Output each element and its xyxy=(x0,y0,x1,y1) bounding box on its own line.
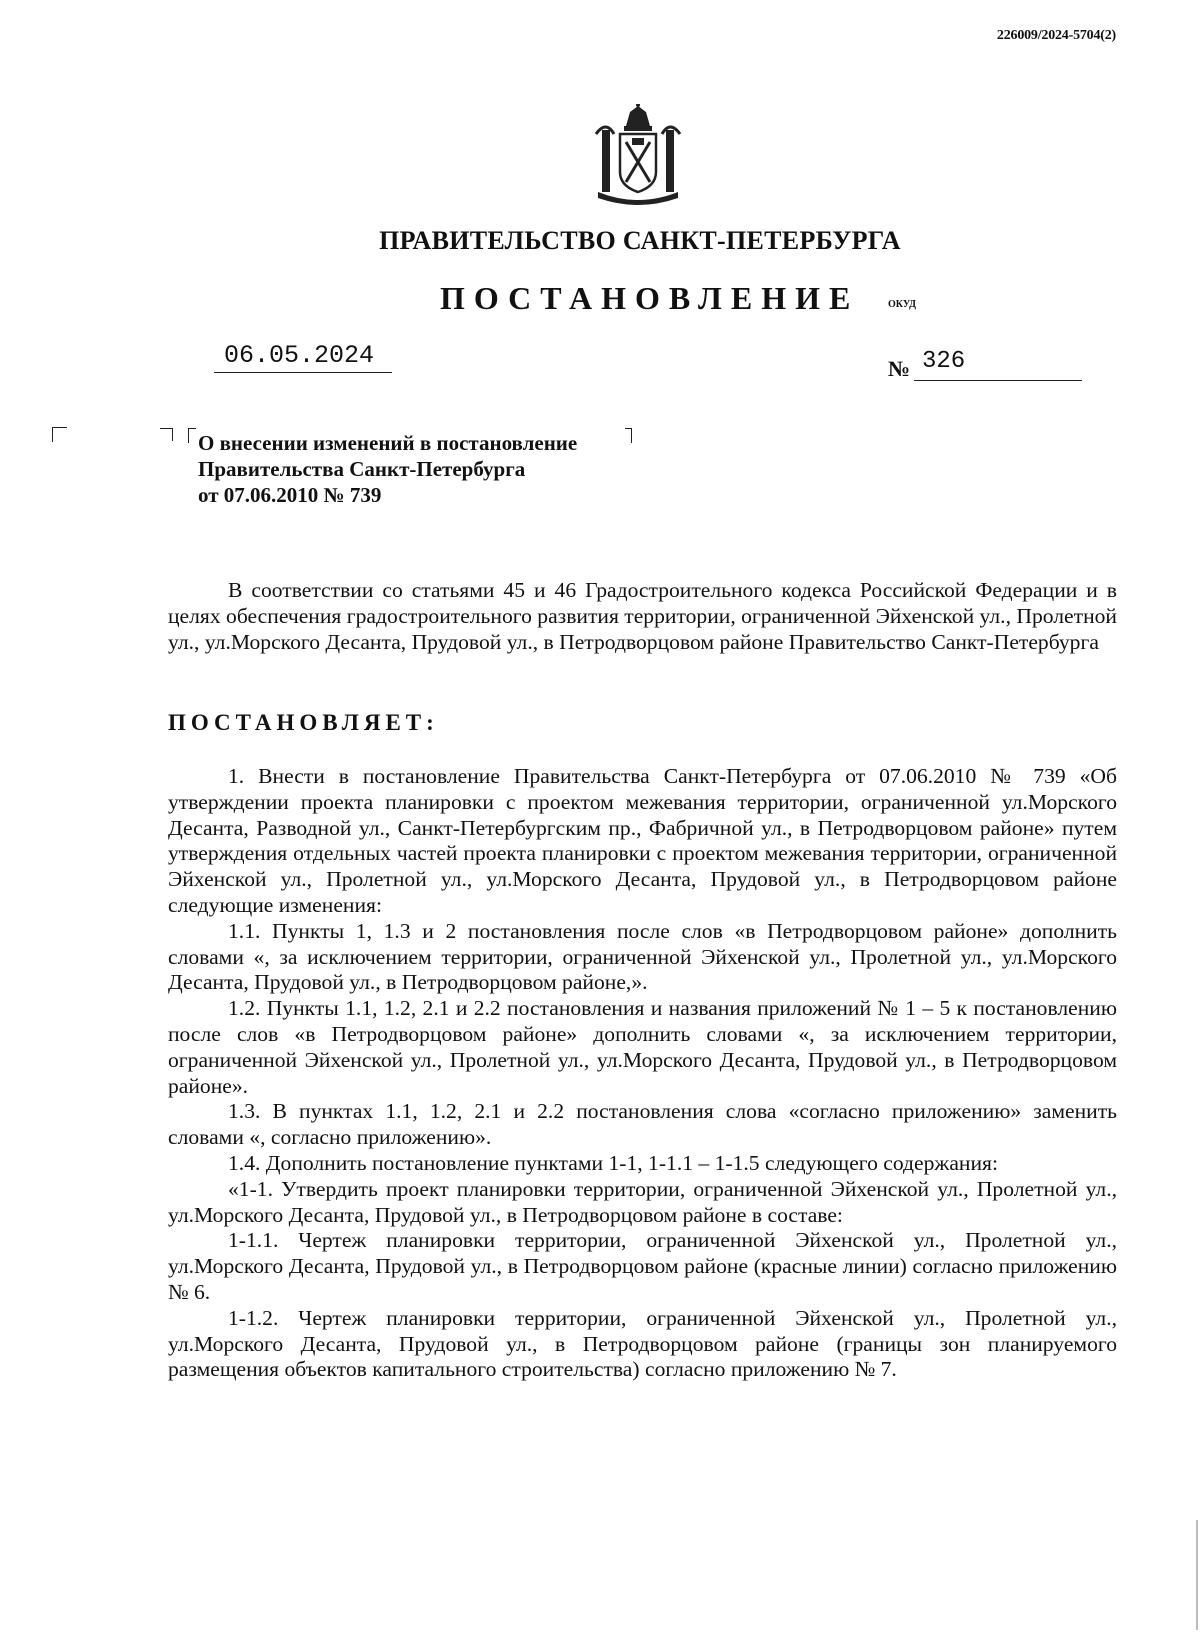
issuing-authority: ПРАВИТЕЛЬСТВО САНКТ-ПЕТЕРБУРГА xyxy=(379,226,901,255)
item-paragraph: 1.1. Пункты 1, 1.3 и 2 постановления после слов «в Петродворцовом районе» дополнить словами «, за исключением территории, ограниченной Эйхенской ул., Пролетной ул., ул.Морского Десанта, Прудовой ул., в Петродворцовом районе,». xyxy=(168,918,1117,995)
item-paragraph: 1-1.1. Чертеж планировки территории, ограниченной Эйхенской ул., Пролетной ул., ул.Морского Десанта, Прудовой ул., в Петродворцовом районе (красные линии) согласно приложению № 6. xyxy=(168,1228,1117,1304)
item-paragraph: 1.2. Пункты 1.1, 1.2, 2.1 и 2.2 постановления и названия приложений № 1 – 5 к постановлению после слов «в Петродворцовом районе» дополнить словами «, за исключением территории, ограниченной Эйхенской ул., Пролетной ул., ул.Морского Десанта, Прудовой ул., в Петродворцовом районе». xyxy=(168,996,1117,1098)
item-paragraph: 1. Внести в постановление Правительства Санкт-Петербурга от 07.06.2010 № 739 «Об утверждении проекта планировки с проектом межевания территории, ограниченной ул.Морского Десанта, Разводной ул., Санкт-Петербургским пр., Фабричной ул., в Петродворцовом районе» путем утверждения отдельных частей проекта планировки с проектом межевания территории, ограниченной Эйхенской ул., Пролетной ул., ул.Морского Десанта, Прудовой ул., в Петродворцовом районе следующие изменения: xyxy=(168,764,1117,917)
corner-mark xyxy=(52,427,67,442)
resolves-heading: ПОСТАНОВЛЯЕТ: xyxy=(168,710,439,735)
item-paragraph: 1.4. Дополнить постановление пунктами 1-1, 1-1.1 – 1-1.5 следующего содержания: xyxy=(228,1150,998,1175)
document-subject xyxy=(198,430,577,508)
corner-mark xyxy=(160,428,173,441)
item-paragraph: 1-1.2. Чертеж планировки территории, ограниченной Эйхенской ул., Пролетной ул., ул.Морского Десанта, Прудовой ул., в Петродворцовом районе (границы зон планируемого размещения объектов капитального строительства) согласно приложению № 7. xyxy=(168,1305,1117,1382)
preamble-text: В соответствии со статьями 45 и 46 Градостроительного кодекса Российской Федерации и в целях обеспечения градостроительного развития территории, ограниченной Эйхенской ул., Пролетной ул., ул.Морского Десанта, Прудовой ул., в Петродворцовом районе Правительство Санкт-Петербурга xyxy=(168,578,1117,654)
coat-of-arms-emblem xyxy=(588,104,688,208)
preamble xyxy=(168,578,1117,655)
number-underline xyxy=(914,380,1082,381)
corner-mark xyxy=(625,428,632,443)
document-registration-id: 226009/2024-5704(2) xyxy=(996,28,1116,43)
subject-line: от 07.06.2010 № 739 xyxy=(198,483,382,507)
item-paragraph: «1-1. Утвердить проект планировки территории, ограниченной Эйхенской ул., Пролетной ул., ул.Морского Десанта, Прудовой ул., в Петродворцовом районе в составе: xyxy=(168,1176,1117,1227)
document-date: 06.05.2024 xyxy=(214,340,392,373)
subject-line: О внесении изменений в постановление xyxy=(198,431,578,455)
subject-line: Правительства Санкт-Петербурга xyxy=(198,457,526,481)
corner-mark xyxy=(188,428,196,443)
number-sign: № xyxy=(888,356,911,381)
resolution-items xyxy=(168,764,1117,1383)
item-paragraph: 1.3. В пунктах 1.1, 1.2, 2.1 и 2.2 постановления слова «согласно приложению» заменить словами «, согласно приложению». xyxy=(168,1099,1117,1150)
scan-edge-mark xyxy=(1196,1520,1198,1630)
document-type-title: ПОСТАНОВЛЕНИЕ xyxy=(440,280,860,316)
okud-label: ОКУД xyxy=(888,299,917,310)
document-number: 326 xyxy=(922,348,966,375)
